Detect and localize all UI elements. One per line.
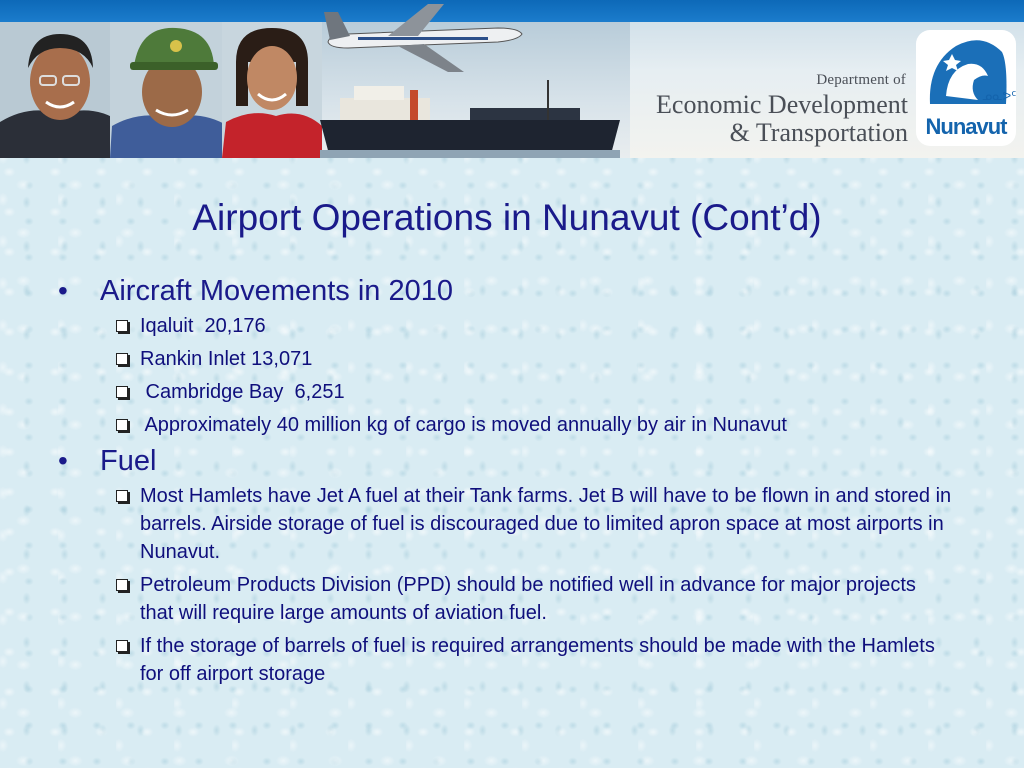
checkbox-bullet-icon (116, 320, 128, 332)
bullet-aircraft-movements (58, 275, 978, 308)
ship-image (320, 80, 620, 158)
person-photo-1 (0, 22, 120, 158)
sub-bullet (58, 378, 978, 406)
sub-bullet (58, 571, 978, 627)
sub-bullet (58, 482, 978, 566)
header-banner (0, 0, 1024, 158)
sub-bullet-text: Petroleum Products Division (PPD) should be notified well in advance for major projects that will require large amounts of aviation fuel. (140, 574, 916, 624)
sub-bullet (58, 632, 978, 688)
sub-bullet-text: Iqaluit 20,176 (140, 315, 266, 337)
department-line-3: & Transportation (729, 118, 908, 147)
sub-bullet-text: Most Hamlets have Jet A fuel at their Tank farms. Jet B will have to be flown in and stored in barrels. Airside storage of fuel is discouraged due to limited apron space at most airports in Nunavut. (140, 485, 952, 563)
bullet-fuel (58, 445, 978, 478)
sub-bullet-text: Rankin Inlet 13,071 (140, 348, 313, 370)
sub-bullet-text: If the storage of barrels of fuel is required arrangements should be made with the Hamlets for off airport storage (140, 635, 935, 685)
person-photo-3 (222, 22, 322, 158)
section-heading: Fuel (100, 445, 157, 477)
checkbox-bullet-icon (116, 419, 128, 431)
sub-bullet (58, 312, 978, 340)
section-heading: Aircraft Movements in 2010 (100, 275, 453, 307)
airplane-image (318, 0, 528, 80)
department-line-2: Economic Development (656, 90, 908, 119)
person-photo-2 (110, 22, 230, 158)
checkbox-bullet-icon (116, 386, 128, 398)
checkbox-bullet-icon (116, 353, 128, 365)
logo-syllabics: ᓄᓇᕗᑦ (982, 89, 1017, 103)
sub-bullet-text: Approximately 40 million kg of cargo is moved annually by air in Nunavut (140, 414, 787, 436)
department-line-1: Department of (816, 72, 906, 88)
checkbox-bullet-icon (116, 579, 128, 591)
slide-title: Airport Operations in Nunavut (Cont’d) (192, 197, 822, 238)
bullet-dot: • (58, 445, 68, 476)
checkbox-bullet-icon (116, 640, 128, 652)
department-name (630, 72, 908, 147)
polar-bear-emblem-icon (922, 34, 1017, 114)
checkbox-bullet-icon (116, 490, 128, 502)
logo-label: Nunavut (925, 114, 1007, 139)
nunavut-logo (916, 30, 1016, 146)
sub-bullet (58, 411, 978, 439)
sub-bullet (58, 345, 978, 373)
bullet-dot: • (58, 275, 68, 306)
slide-content (58, 275, 978, 688)
sub-bullet-text: Cambridge Bay 6,251 (140, 381, 345, 403)
